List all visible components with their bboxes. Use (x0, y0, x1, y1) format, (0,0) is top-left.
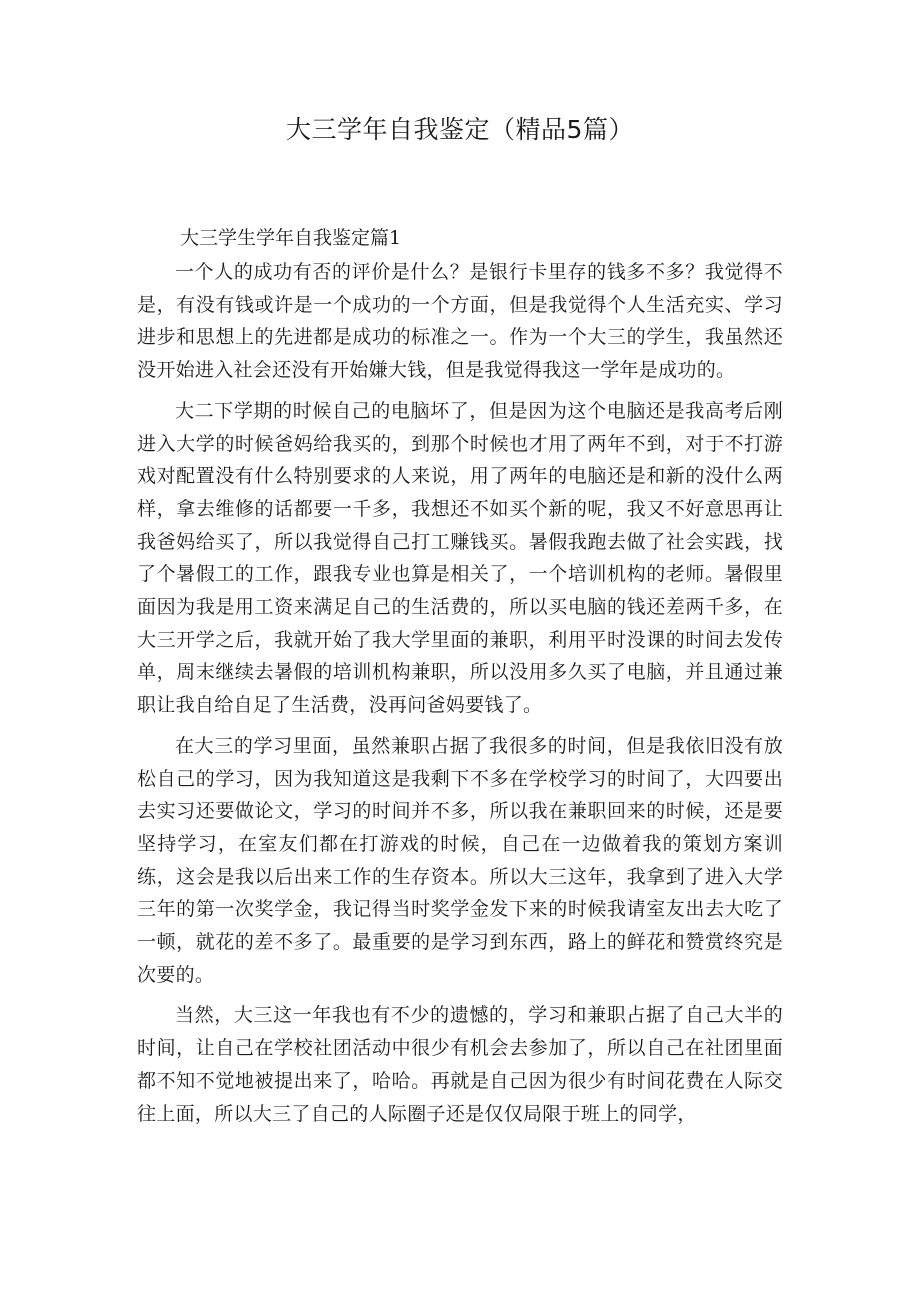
document-body (137, 256, 783, 1138)
paragraph-3: 在大三的学习里面，虽然兼职占据了我很多的时间，但是我依旧没有放松自己的学习，因为我知道这是我剩下不多在学校学习的时间了，大四要出去实习还要做论文，学习的时间并不多，所以我在兼职回来的时候，还是要坚持学习，在室友们都在打游戏的时候，自己在一边做着我的策划方案训练，这会是我以后出来工作的生存资本。所以大三这年，我拿到了进入大学三年的第一次奖学金，我记得当时奖学金发下来的时候我请室友出去大吃了一顿，就花的差不多了。最重要的是学习到东西，路上的鲜花和赞赏终究是次要的。 (137, 734, 783, 986)
section-heading: 大三学生学年自我鉴定篇1 (180, 227, 402, 249)
paragraph-4: 当然，大三这一年我也有不少的遗憾的，学习和兼职占据了自己大半的时间，让自己在学校社团活动中很少有机会去参加了，所以自己在社团里面都不知不觉地被提出来了，哈哈。再就是自己因为很少有时间花费在人际交往上面，所以大三了自己的人际圈子还是仅仅局限于班上的同学， (137, 1004, 783, 1125)
document-title: 大三学年自我鉴定（精品5篇） (286, 115, 634, 144)
paragraph-2: 大二下学期的时候自己的电脑坏了，但是因为这个电脑还是我高考后刚进入大学的时候爸妈给我买的，到那个时候也才用了两年不到，对于不打游戏对配置没有什么特别要求的人来说，用了两年的电脑还是和新的没什么两样，拿去维修的话都要一千多，我想还不如买个新的呢，我又不好意思再让我爸妈给买了，所以我觉得自己打工赚钱买。暑假我跑去做了社会实践，找了个暑假工的工作，跟我专业也算是相关了，一个培训机构的老师。暑假里面因为我是用工资来满足自己的生活费的，所以买电脑的钱还差两千多，在大三开学之后，我就开始了我大学里面的兼职，利用平时没课的时间去发传单，周末继续去暑假的培训机构兼职，所以没用多久买了电脑，并且通过兼职让我自给自足了生活费，没再问爸妈要钱了。 (137, 399, 783, 717)
paragraph-1: 一个人的成功有否的评价是什么？是银行卡里存的钱多不多？我觉得不是，有没有钱或许是一个成功的一个方面，但是我觉得个人生活充实、学习进步和思想上的先进都是成功的标准之一。作为一个大三的学生，我虽然还没开始进入社会还没有开始嫌大钱，但是我觉得我这一学年是成功的。 (137, 261, 783, 382)
